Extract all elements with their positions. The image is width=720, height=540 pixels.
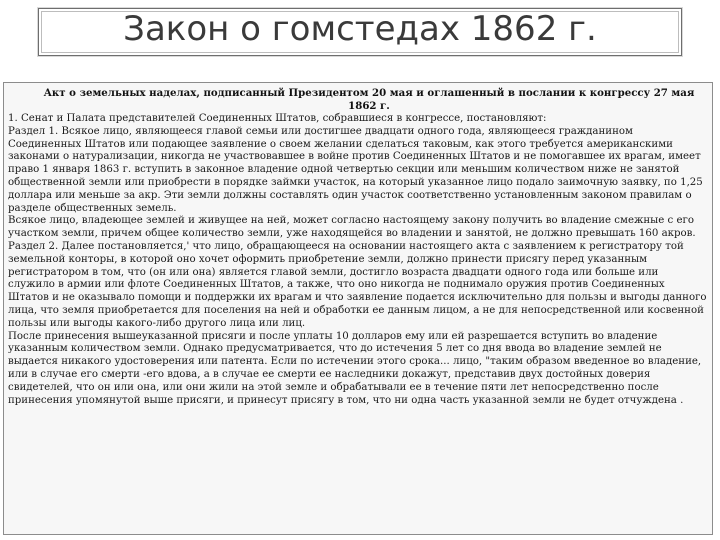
paragraph-section-2: Раздел 2. Далее постановляется,' что лицо, обращающееся на основании настоящего акта с заявлением к регистратору той земельной конторы, в которой оно хочет оформить приобретение земли, должно принести присягу перед указанным регистратором в том, что (он или она) является главой земли, достигло возраста двадцати одного года или больше или служило в армии или флоте Соединенных Штатов, а также, что оно никогда не поднимало оружия против Соединенных Штатов и не оказывало помощи и поддержки их врагам и что заявление подается исключительно для пользы и выгоды данного лица, что земля приобретается для поселения на ней и обработки ее данным лицом, а не для непосредственной или косвенной пользы или выгоды какого-либо другого лица или лиц.: [8, 240, 707, 329]
document-heading: Акт о земельных наделах, подписанный Президентом 20 мая и оглашенный в послании к конгрессу 27 мая 1862 г.: [43, 87, 695, 112]
slide-title: Закон о гомстедах 1862 г.: [123, 9, 597, 49]
paragraph-preamble: 1. Сенат и Палата представителей Соединенных Штатов, собравшиеся в конгрессе, постановляют:: [8, 113, 547, 124]
paragraph-after-oath: После принесения вышеуказанной присяги и после уплаты 10 долларов ему или ей разрешается вступить во владение указанным количеством земли. Однако предусматривается, что до истечения 5 лет со дня ввода во владение землей не выдается никакого удостоверения или патента. Если по истечении этого срока... лицо, "таким образом введенное во владение, или в случае его смерти -его вдова, а в случае ее смерти ее наследники докажут, представив двух достойных доверия свидетелей, что он или она, или они жили на этой земле и обрабатывали ее в течение пяти лет непосредственно после принесения упомянутой выше присяги, и принесут присягу в том, что ни одна часть указанной земли не будет отчуждена .: [8, 330, 702, 406]
paragraph-adjacent-land: Всякое лицо, владеющее землей и живущее на ней, может согласно настоящему закону получить во владение смежные с его участком земли, причем общее количество земли, уже находящейся во владении и занятой, не должно превышать 160 акров.: [8, 215, 696, 240]
paragraph-section-1: Раздел 1. Всякое лицо, являющееся главой семьи или достигшее двадцати одного года, являющееся гражданином Соединенных Штатов или подающее заявление о своем желании сделаться таковым, как этого требуется американскими законами о натурализации, никогда не участвовавшее в войне против Соединенных Штатов и не помогавшее их врагам, имеет право 1 января 1863 г. вступить в законное владение одной четвертью секции или меньшим количеством ниже не занятой общественной земли или приобрести в порядке займки участок, на который указанное лицо подало заимочную заявку, по 1,25 доллара или меньше за акр. Эти земли должны составлять один участок соответственно установленным законом правилам о разделе общественных земель.: [8, 125, 703, 214]
document-text-box: [3, 82, 713, 535]
